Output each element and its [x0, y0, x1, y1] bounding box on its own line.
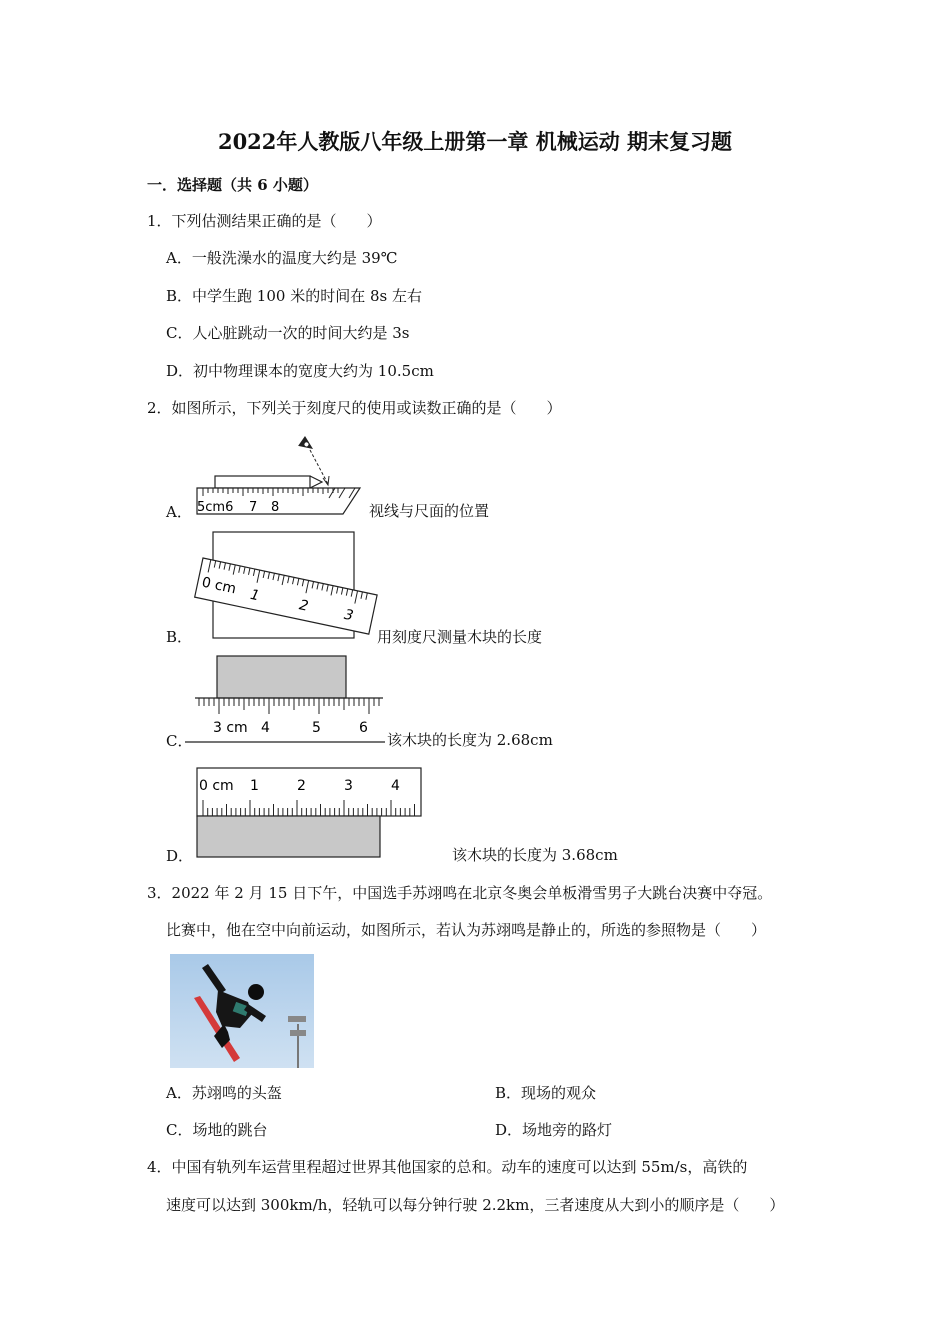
ruler-label: 6: [359, 720, 368, 736]
ruler-label: 1: [250, 778, 259, 794]
q2-option-d-letter: D．: [166, 847, 194, 865]
q3-option-d: D．场地旁的路灯: [495, 1121, 613, 1139]
ruler-label: 4: [261, 720, 270, 736]
q1-option-a: A．一般洗澡水的温度大约是 39℃: [166, 249, 398, 267]
q2-option-d-text: 该木块的长度为 3.68cm: [452, 846, 618, 864]
q2-b-ruler-figure: [195, 530, 385, 642]
eye-icon: [298, 436, 316, 454]
snowboarder-photo: [170, 954, 314, 1068]
ruler-label: 5: [312, 720, 321, 736]
q2-c-ruler-figure: [185, 654, 390, 746]
q2-option-b-text: 用刻度尺测量木块的长度: [377, 628, 543, 646]
q2-a-ruler-figure: [195, 432, 365, 522]
q3-stem-line1: 3．2022 年 2 月 15 日下午，中国选手苏翊鸣在北京冬奥会单板滑雪男子大跳台决赛中夺冠。: [147, 884, 773, 902]
q3-option-b: B．现场的观众: [495, 1084, 597, 1102]
page-title: 2022年人教版八年级上册第一章 机械运动 期末复习题: [217, 129, 733, 154]
ruler-label: 3: [342, 606, 355, 625]
q2-option-a-text: 视线与尺面的位置: [369, 502, 490, 520]
ruler-label: 8: [271, 500, 280, 515]
ruler-label: 2: [297, 597, 310, 615]
q3-option-c: C．场地的跳台: [166, 1121, 268, 1139]
q1-option-d: D．初中物理课本的宽度大约为 10.5cm: [166, 362, 434, 380]
q2-option-c-text: 该木块的长度为 2.68cm: [387, 731, 553, 749]
ruler-label: 3: [344, 778, 353, 794]
q3-stem-line2: 比赛中，他在空中向前运动，如图所示，若认为苏翊鸣是静止的，所选的参照物是（ ）: [166, 921, 767, 939]
q2-option-a-letter: A．: [166, 503, 192, 521]
ruler-label: 5cm6: [197, 500, 234, 515]
q2-option-b-letter: B．: [166, 628, 193, 646]
q4-stem-line1: 4．中国有轨列车运营里程超过世界其他国家的总和。动车的速度可以达到 55m/s，高铁的: [147, 1158, 748, 1176]
ruler-label: 4: [391, 778, 400, 794]
ruler-label: 0 cm: [200, 574, 238, 598]
q2-d-ruler-figure: [195, 764, 425, 860]
q4-stem-line2: 速度可以达到 300km/h，轻轨可以每分钟行驶 2.2km，三者速度从大到小的顺序是（ ）: [166, 1196, 785, 1214]
ruler-label: 1: [248, 586, 261, 605]
ruler-label: 7: [249, 500, 258, 515]
q3-option-a: A．苏翊鸣的头盔: [166, 1084, 282, 1102]
q2-stem: 2．如图所示，下列关于刻度尺的使用或读数正确的是（ ）: [147, 399, 562, 417]
q2-option-c-letter: C．: [166, 732, 193, 750]
ruler-label: 2: [297, 778, 306, 794]
q1-option-b: B．中学生跑 100 米的时间在 8s 左右: [166, 287, 422, 305]
ruler-label: 0 cm: [199, 778, 234, 794]
q1-option-c: C．人心脏跳动一次的时间大约是 3s: [166, 324, 410, 342]
q1-stem: 1．下列估测结果正确的是（ ）: [147, 212, 382, 230]
section-heading: 一．选择题（共 6 小题）: [147, 176, 318, 194]
ruler-label: 3 cm: [213, 720, 248, 736]
